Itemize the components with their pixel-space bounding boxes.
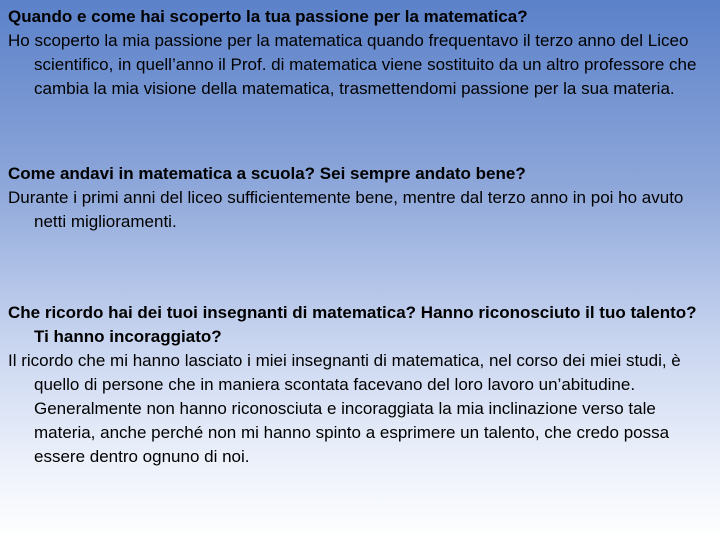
qa-block-3 xyxy=(8,301,714,469)
question-1: Quando e come hai scoperto la tua passione per la matematica? xyxy=(8,7,528,26)
answer-2: Durante i primi anni del liceo sufficientemente bene, mentre dal terzo anno in poi ho avuto netti miglioramenti. xyxy=(8,188,684,231)
question-3: Che ricordo hai dei tuoi insegnanti di matematica? Hanno riconosciuto il tuo talento? Ti hanno incoraggiato? xyxy=(8,303,697,346)
question-2: Come andavi in matematica a scuola? Sei sempre andato bene? xyxy=(8,164,526,183)
qa-block-2 xyxy=(8,162,714,234)
answer-1: Ho scoperto la mia passione per la matematica quando frequentavo il terzo anno del Liceo scientifico, in quell’anno il Prof. di matematica viene sostituito da un altro professore che cambia la mia visione della matematica, trasmettendomi passione per la sua materia. xyxy=(8,31,697,98)
answer-3: Il ricordo che mi hanno lasciato i miei insegnanti di matematica, nel corso dei miei studi, è quello di persone che in maniera scontata facevano del loro lavoro un’abitudine. Generalmente non hanno riconosciuta e incoraggiata la mia inclinazione verso tale materia, anche perché non mi hanno spinto a esprimere un talento, che credo possa essere dentro ognuno di noi. xyxy=(8,351,681,466)
qa-block-1 xyxy=(8,5,714,101)
